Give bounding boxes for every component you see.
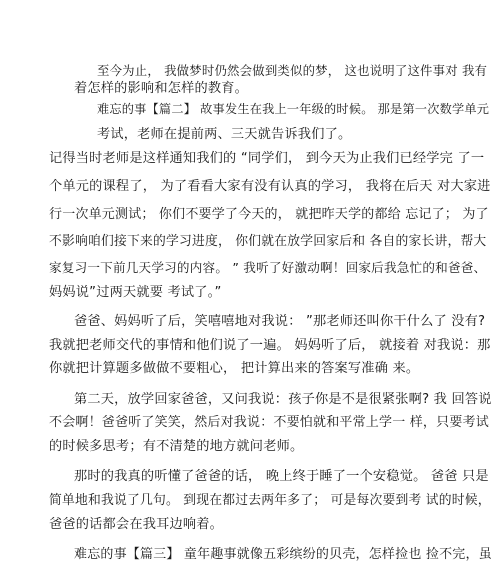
text-line: 我就把老师交代的事情和他们说了一遍。 妈妈听了后， 就接着 对我说：那 <box>49 338 491 353</box>
text-line: 爸爸的话都会在我耳边响着。 <box>49 517 224 532</box>
text-line: 至今为止， 我做梦时仍然会做到类似的梦， 这也说明了这件事对 我有 <box>97 63 488 78</box>
text-line: 不影响咱们接下来的学习进度， 你们就在放学回家后和 各自的家长讲，帮大 <box>49 234 487 249</box>
text-line: 家复习一下前几天学习的内容。 ” 我听了好激动啊！回家后我急忙的和爸爸、 <box>49 260 487 275</box>
text-line: 的时候多思考；有不清楚的地方就问老师。 <box>49 439 304 454</box>
text-line: 个单元的课程了， 为了看看大家有没有认真的学习， 我将在后天 对大家进 <box>49 179 491 194</box>
text-line: 第二天，放学回家爸爸，又问我说：孩子你是不是很紧张啊? 我 回答说 <box>74 392 492 407</box>
text-line: 考试，老师在提前两、三天就告诉我们了。 <box>97 127 352 142</box>
text-line: 那时的我真的听懂了爸爸的话， 晚上终于睡了一个安稳觉。 爸爸 只是 <box>74 469 489 484</box>
text-line: 着怎样的影响和怎样的教育。 <box>74 81 249 96</box>
text-line: 简单地和我说了几句。 到现在都过去两年多了； 可是每次要到考 试的时候， <box>49 493 491 508</box>
text-line: 难忘的事【篇三】 童年趣事就像五彩缤纷的贝壳，怎样捡也 捡不完，虽 <box>74 547 492 562</box>
text-line: 妈妈说”过两天就要 考试了。” <box>49 285 222 300</box>
text-line: 你就把计算题多做做不要粗心， 把计算出来的答案写准确 来。 <box>49 361 420 376</box>
text-line: 不会啊！爸爸听了笑笑，然后对我说：不要怕就和平常上学一 样，只要考试 <box>49 415 489 430</box>
text-line: 记得当时老师是这样通知我们的 “同学们， 到今天为止我们已经学完 了一 <box>49 151 485 166</box>
text-line: 难忘的事【篇二】 故事发生在我上一年级的时候。 那是第一次数学单元 <box>97 102 490 116</box>
text-line: 爸爸、妈妈听了后，笑嘻嘻地对我说： ”那老师还叫你干什么了 没有? <box>74 314 486 329</box>
text-line: 行一次单元测试； 你们不要学了今天的， 就把昨天学的都给 忘记了； 为了 <box>49 207 489 222</box>
